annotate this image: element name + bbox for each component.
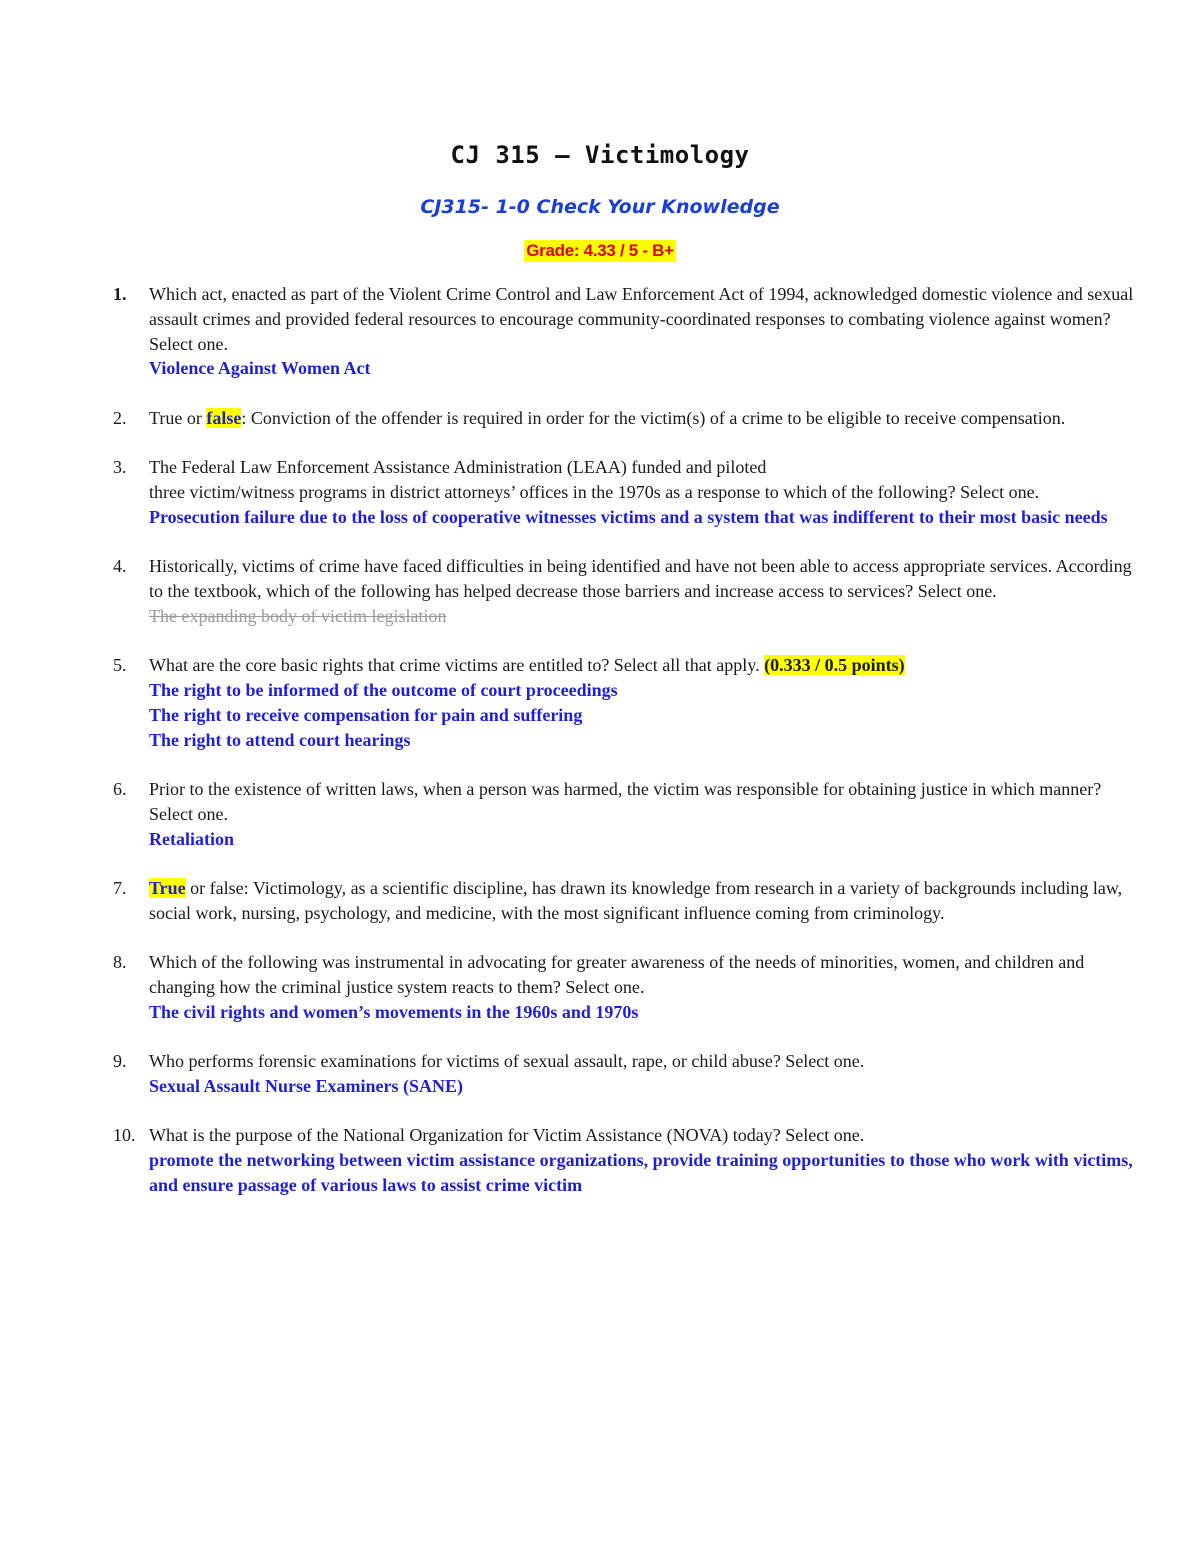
question-5	[113, 653, 1143, 752]
question-4	[113, 554, 1143, 628]
question-number: 1.	[113, 284, 127, 304]
question-number: 10.	[113, 1125, 136, 1146]
question-text: Who performs forensic examinations for victims of sexual assault, rape, or child abuse? Select one.	[149, 1051, 865, 1072]
question-body: : Conviction of the offender is required in order for the victim(s) of a crime to be eligible to receive compensation.	[241, 407, 1066, 428]
question-text-line-2: three victim/witness programs in district attorneys’ offices in the 1970s as a response to which of the following? Select one.	[149, 481, 1040, 502]
question-text	[149, 876, 1143, 926]
answer-text: Retaliation	[149, 828, 234, 849]
question-text	[149, 653, 1143, 678]
document-title: CJ 315 – Victimology	[450, 141, 750, 169]
question-6	[113, 777, 1143, 851]
question-prefix: True or	[149, 407, 207, 428]
answer-text: promote the networking between victim assistance organizations, provide training opportunities to those who work with victims, and ensure passage of various laws to assist crime victim	[149, 1150, 1133, 1195]
answer-text: The right to be informed of the outcome of court proceedings	[149, 679, 618, 700]
selected-answer-highlight: True	[149, 877, 186, 898]
answer-text: The right to attend court hearings	[149, 729, 411, 750]
document-subtitle: CJ315- 1-0 Check Your Knowledge	[420, 196, 780, 218]
answer-text: The civil rights and women’s movements in the 1960s and 1970s	[149, 1001, 639, 1022]
answer-text: Sexual Assault Nurse Examiners (SANE)	[149, 1075, 464, 1096]
question-7	[113, 876, 1143, 926]
answer-text: Prosecution failure due to the loss of cooperative witnesses victims and a system that was indifferent to their most basic needs	[149, 506, 1108, 527]
question-text-line-1: The Federal Law Enforcement Assistance Administration (LEAA) funded and piloted	[149, 457, 767, 478]
question-number: 3.	[113, 457, 127, 478]
question-3	[113, 455, 1143, 529]
question-text: Prior to the existence of written laws, when a person was harmed, the victim was responsible for obtaining justice in which manner? Select one.	[149, 778, 1102, 824]
incorrect-answer-text: The expanding body of victim legislation	[149, 605, 447, 626]
question-number: 6.	[113, 778, 127, 799]
question-text: Which of the following was instrumental in advocating for greater awareness of the needs of minorities, women, and children and changing how the criminal justice system reacts to them? Select one.	[149, 952, 1085, 997]
question-10	[113, 1123, 1143, 1197]
question-9	[113, 1049, 1143, 1099]
grade-row	[0, 240, 1200, 262]
question-8	[113, 950, 1143, 1024]
question-number: 5.	[113, 655, 127, 676]
answer-text: Violence Against Women Act	[149, 358, 371, 379]
grade-badge: Grade: 4.33 / 5 - B+	[526, 241, 674, 260]
answer-text: The right to receive compensation for pain and suffering	[149, 704, 583, 725]
question-number: 7.	[113, 877, 127, 898]
question-2	[113, 406, 1143, 431]
question-list	[113, 282, 1143, 1222]
question-number: 8.	[113, 952, 127, 973]
question-number: 9.	[113, 1051, 127, 1072]
question-text	[149, 406, 1143, 431]
question-text: What is the purpose of the National Organization for Victim Assistance (NOVA) today? Select one.	[149, 1125, 865, 1146]
question-number: 2.	[113, 407, 127, 428]
question-body: What are the core basic rights that crime victims are entitled to? Select all that apply.	[149, 655, 765, 676]
question-text: Historically, victims of crime have faced difficulties in being identified and have not been able to access appropriate services. According to the textbook, which of the following has helped decrease those barriers and increase access to services? Select one.	[149, 556, 1132, 601]
question-body: or false: Victimology, as a scientific discipline, has drawn its knowledge from research in a variety of backgrounds including law, social work, nursing, psychology, and medicine, with the most significant influence coming from criminology.	[149, 877, 1123, 923]
question-number: 4.	[113, 556, 127, 577]
question-1	[113, 282, 1143, 381]
selected-answer-highlight: false	[206, 407, 242, 428]
points-score-highlight: (0.333 / 0.5 points)	[764, 655, 905, 676]
question-text: Which act, enacted as part of the Violent Crime Control and Law Enforcement Act of 1994, acknowledged domestic violence and sexual assault crimes and provided federal resources to encourage community-coordinated responses to combating violence against women? Select one.	[149, 284, 1134, 354]
